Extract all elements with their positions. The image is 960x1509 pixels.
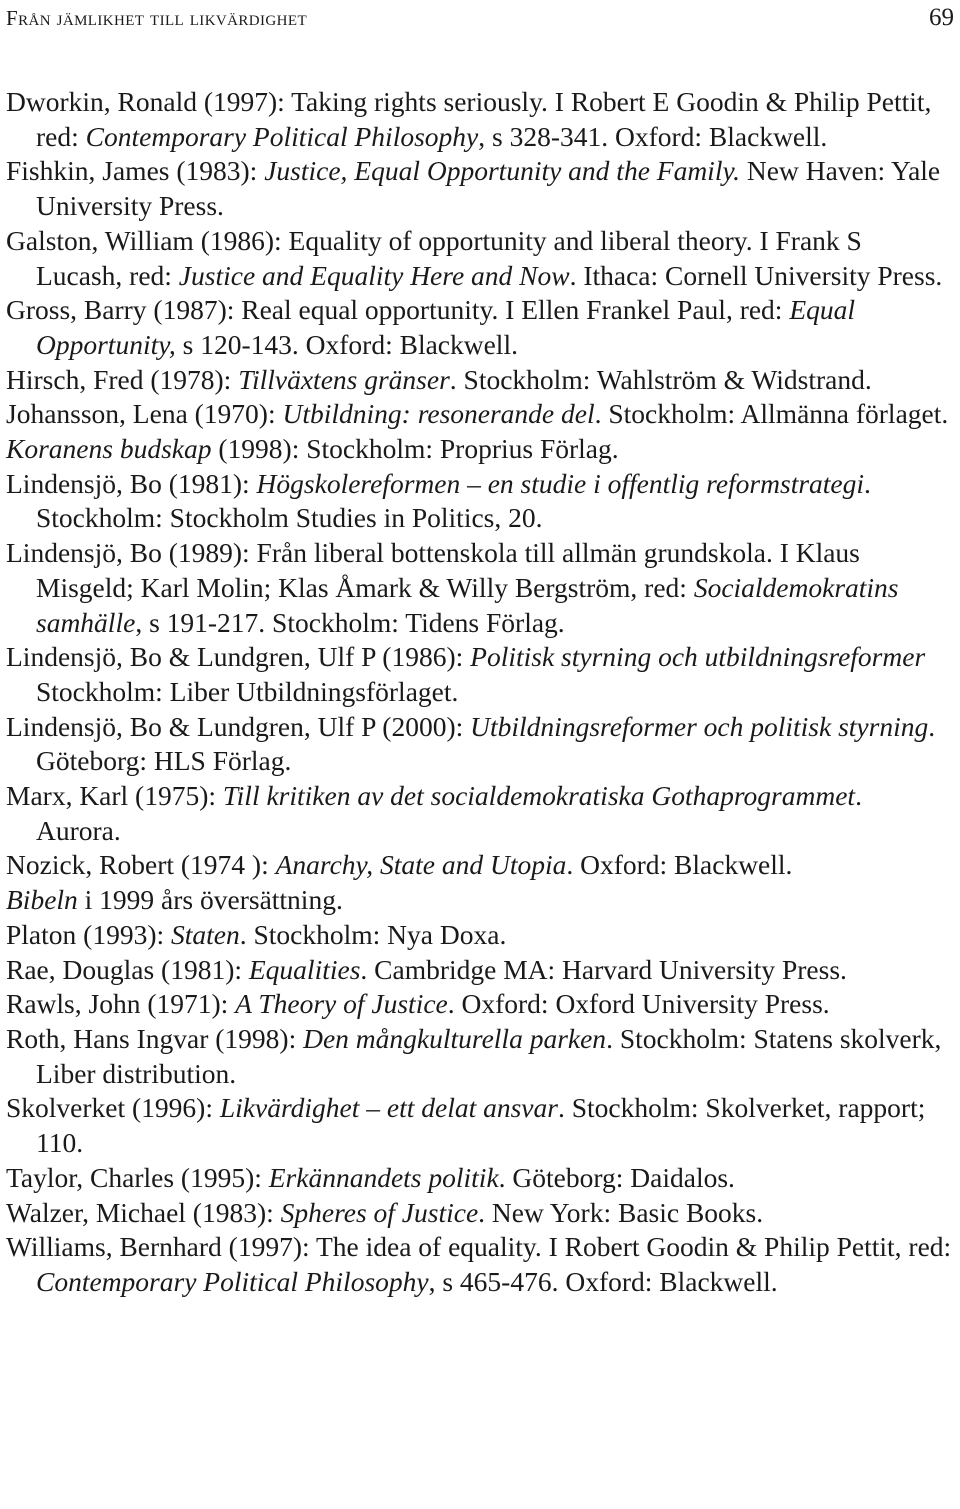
reference-text: . Aurora. xyxy=(36,780,862,846)
reference-text: . Stockholm: Statens skolverk, Liber distribution. xyxy=(36,1022,942,1089)
reference-text: . Göteborg: HLS Förlag. xyxy=(36,710,936,777)
reference-title-italic: Justice and Equality Here and Now xyxy=(178,259,570,291)
reference-text: Fishkin, James (1983): xyxy=(6,155,265,187)
reference-entry xyxy=(6,363,952,398)
reference-text: . Stockholm: Stockholm Studies in Politics, 20. xyxy=(36,467,871,534)
reference-title-italic: Likvärdighet – ett delat ansvar xyxy=(219,1092,558,1124)
reference-text: Stockholm: Liber Utbildningsförlaget. xyxy=(36,675,459,707)
reference-text: Lindensjö, Bo (1989): Från liberal bottenskola till allmän grundskola. I Klaus Misgeld; Karl Molin; Klas Åmark & Willy Bergström, red: xyxy=(6,537,860,603)
reference-title-italic: Högskolereformen – en studie i offentlig reformstrategi xyxy=(256,467,865,499)
reference-text: , s 465-476. Oxford: Blackwell. xyxy=(428,1265,778,1297)
reference-text: . Cambridge MA: Harvard University Press. xyxy=(360,953,847,985)
reference-text: , s 328-341. Oxford: Blackwell. xyxy=(478,120,828,152)
reference-text: Lindensjö, Bo & Lundgren, Ulf P (1986): xyxy=(6,641,471,673)
reference-text: Taylor, Charles (1995): xyxy=(6,1161,269,1193)
reference-text: Dworkin, Ronald (1997): Taking rights seriously. I Robert E Goodin & Philip Pettit, red: xyxy=(6,86,932,152)
reference-text: . New York: Basic Books. xyxy=(478,1196,764,1228)
reference-entry xyxy=(6,953,952,988)
reference-title-italic: Den mångkulturella parken xyxy=(303,1022,607,1054)
reference-text: Platon (1993): xyxy=(6,918,171,950)
reference-entry xyxy=(6,1230,952,1299)
reference-title-italic: Socialdemokratins samhälle xyxy=(36,571,899,638)
reference-title-italic: Equal Opportunity, xyxy=(36,294,856,360)
reference-text: . Stockholm: Wahlström & Widstrand. xyxy=(449,363,872,395)
reference-title-italic: Politisk styrning och utbildningsreformer xyxy=(470,641,926,673)
reference-entry xyxy=(6,397,952,432)
reference-entry xyxy=(6,85,952,154)
reference-entry xyxy=(6,1196,952,1231)
reference-text: Marx, Karl (1975): xyxy=(6,780,223,812)
reference-title-italic: Contemporary Political Philosophy xyxy=(85,120,479,152)
reference-title-italic: Equalities xyxy=(248,953,361,985)
reference-entry xyxy=(6,154,952,223)
reference-title-italic: A Theory of Justice xyxy=(235,988,448,1020)
reference-entry xyxy=(6,883,952,918)
reference-title-italic: Spheres of Justice xyxy=(280,1196,479,1228)
reference-title-italic: Till kritiken av det socialdemokratiska Gothaprogrammet xyxy=(222,780,856,812)
reference-text: Lindensjö, Bo (1981): xyxy=(6,467,257,499)
reference-entry xyxy=(6,987,952,1022)
reference-title-italic: Anarchy, State and Utopia xyxy=(275,849,567,881)
reference-text: (1998): Stockholm: Proprius Förlag. xyxy=(211,433,619,465)
reference-text: Lindensjö, Bo & Lundgren, Ulf P (2000): xyxy=(6,710,471,742)
reference-text: Johansson, Lena (1970): xyxy=(6,398,283,430)
running-header-title: Från jämlikhet till likvärdighet xyxy=(6,6,308,30)
reference-text: Nozick, Robert (1974 ): xyxy=(6,849,276,881)
reference-text: s 120-143. Oxford: Blackwell. xyxy=(175,328,518,360)
reference-text: . Oxford: Blackwell. xyxy=(566,849,793,881)
reference-entry xyxy=(6,1022,952,1091)
reference-text: i 1999 års översättning. xyxy=(77,884,343,916)
reference-entry xyxy=(6,918,952,953)
reference-title-italic: Bibeln xyxy=(6,884,78,916)
reference-title-italic: Utbildning: resonerande del xyxy=(282,398,595,430)
reference-entry xyxy=(6,224,952,293)
reference-text: . Stockholm: Skolverket, rapport; 110. xyxy=(36,1092,926,1159)
reference-entry xyxy=(6,467,952,536)
reference-title-italic: Justice, Equal Opportunity and the Family. xyxy=(264,155,741,187)
reference-title-italic: Tillväxtens gränser xyxy=(238,363,450,395)
reference-title-italic: Koranens budskap xyxy=(6,433,212,465)
reference-text: Walzer, Michael (1983): xyxy=(6,1196,281,1228)
reference-entry xyxy=(6,710,952,779)
reference-entry xyxy=(6,779,952,848)
reference-text: . Stockholm: Nya Doxa. xyxy=(239,918,507,950)
reference-entry xyxy=(6,1091,952,1160)
reference-text: Skolverket (1996): xyxy=(6,1092,220,1124)
reference-title-italic: Contemporary Political Philosophy xyxy=(36,1265,429,1297)
reference-text: Hirsch, Fred (1978): xyxy=(6,363,239,395)
reference-list xyxy=(6,85,952,1300)
reference-title-italic: Utbildningsreformer och politisk styrning xyxy=(470,710,929,742)
reference-entry xyxy=(6,848,952,883)
reference-text: Williams, Bernhard (1997): The idea of equality. I Robert Goodin & Philip Pettit, red: xyxy=(6,1231,952,1263)
reference-text: Galston, William (1986): Equality of opportunity and liberal theory. I Frank S Lucash, red: xyxy=(6,224,862,291)
reference-title-italic: Staten xyxy=(171,918,240,950)
reference-entry xyxy=(6,640,952,709)
reference-entry xyxy=(6,432,952,467)
running-header xyxy=(6,4,954,34)
reference-text: Gross, Barry (1987): Real equal opportunity. I Ellen Frankel Paul, red: xyxy=(6,294,790,326)
reference-text: . Ithaca: Cornell University Press. xyxy=(569,259,943,291)
reference-text: Roth, Hans Ingvar (1998): xyxy=(6,1022,304,1054)
reference-entry xyxy=(6,293,952,362)
reference-text: Rae, Douglas (1981): xyxy=(6,953,249,985)
reference-entry xyxy=(6,1161,952,1196)
reference-entry xyxy=(6,536,952,640)
reference-text: . Göteborg: Daidalos. xyxy=(498,1161,735,1193)
reference-text: . Oxford: Oxford University Press. xyxy=(447,988,830,1020)
page-number: 69 xyxy=(929,4,954,31)
reference-text: , s 191-217. Stockholm: Tidens Förlag. xyxy=(135,606,565,638)
reference-text: . Stockholm: Allmänna förlaget. xyxy=(594,398,949,430)
reference-title-italic: Erkännandets politik xyxy=(268,1161,499,1193)
reference-text: New Haven: Yale University Press. xyxy=(36,155,941,222)
reference-text: Rawls, John (1971): xyxy=(6,988,236,1020)
